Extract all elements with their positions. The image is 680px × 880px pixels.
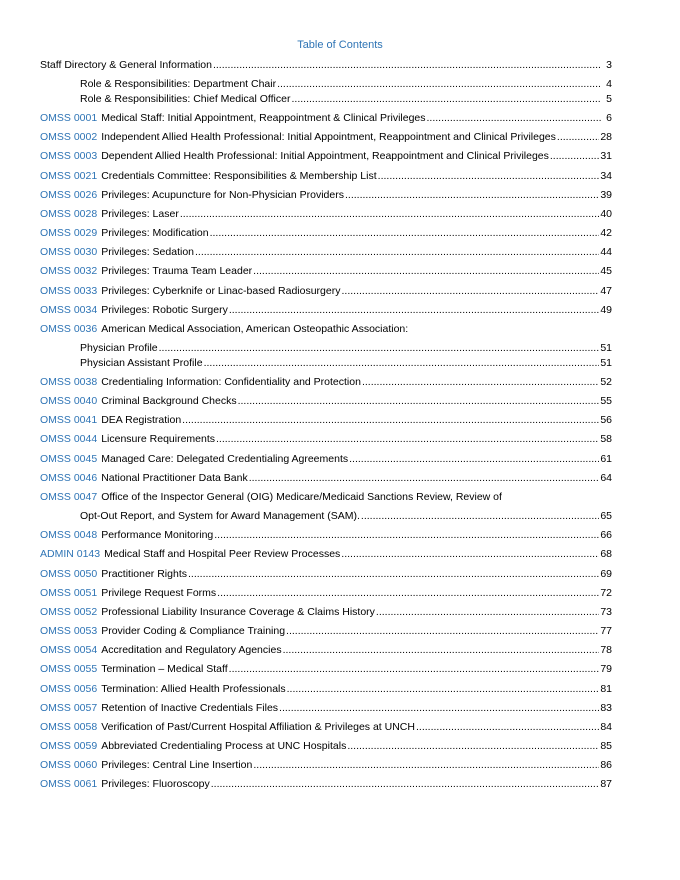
- policy-code[interactable]: OMSS 0056: [40, 683, 98, 695]
- dot-leader: [229, 304, 599, 317]
- policy-code[interactable]: OMSS 0029: [40, 227, 98, 239]
- dot-leader: [253, 265, 599, 278]
- policy-code[interactable]: OMSS 0044: [40, 433, 98, 445]
- policy-code[interactable]: OMSS 0001: [40, 112, 98, 124]
- dot-leader: [287, 683, 600, 696]
- policy-code[interactable]: OMSS 0048: [40, 529, 98, 541]
- page-number: 39: [600, 189, 612, 201]
- dot-leader: [557, 131, 599, 144]
- entry-title: Independent Allied Health Professional: Initial Appointment, Reappointment and Clinical Privileges: [101, 131, 556, 143]
- toc-entry[interactable]: [40, 663, 612, 676]
- policy-code[interactable]: OMSS 0053: [40, 625, 98, 637]
- entry-title: DEA Registration: [101, 414, 182, 426]
- toc-entry[interactable]: [40, 740, 612, 753]
- page-number: 31: [600, 150, 612, 162]
- toc-entry[interactable]: [40, 721, 612, 734]
- toc-entry[interactable]: [40, 644, 612, 657]
- entry-title: Staff Directory & General Information: [40, 59, 212, 71]
- policy-code[interactable]: OMSS 0030: [40, 246, 98, 258]
- toc-entry[interactable]: [40, 304, 612, 317]
- entry-title: Provider Coding & Compliance Training: [101, 625, 286, 637]
- dot-leader: [210, 227, 600, 240]
- page-number: 87: [600, 778, 612, 790]
- dot-leader: [427, 112, 601, 125]
- policy-code[interactable]: OMSS 0038: [40, 376, 98, 388]
- page-number: 86: [600, 759, 612, 771]
- entry-title: Medical Staff: Initial Appointment, Reappointment & Clinical Privileges: [101, 112, 426, 124]
- policy-code[interactable]: ADMIN 0143: [40, 548, 101, 560]
- toc-entry[interactable]: [40, 587, 612, 600]
- page-number: 58: [600, 433, 612, 445]
- entry-title: Privileges: Trauma Team Leader: [101, 265, 253, 277]
- page-number: 73: [600, 606, 612, 618]
- page-number: 49: [600, 304, 612, 316]
- entry-title: Opt-Out Report, and System for Award Management (SAM).: [80, 510, 360, 522]
- policy-code[interactable]: OMSS 0041: [40, 414, 98, 426]
- entry-title: Practitioner Rights: [101, 568, 187, 580]
- toc-entry[interactable]: [40, 414, 612, 427]
- page-number: 5: [606, 93, 612, 105]
- policy-code[interactable]: OMSS 0051: [40, 587, 98, 599]
- page-number: 68: [600, 548, 612, 560]
- dot-leader: [345, 189, 599, 202]
- entry-title: Abbreviated Credentialing Process at UNC Hospitals: [101, 740, 347, 752]
- entry-title: American Medical Association, American Osteopathic Association:: [101, 323, 409, 335]
- policy-code[interactable]: OMSS 0058: [40, 721, 98, 733]
- dot-leader: [188, 568, 599, 581]
- entry-title: Verification of Past/Current Hospital Affiliation & Privileges at UNCH: [101, 721, 415, 733]
- page-number: 61: [600, 453, 612, 465]
- entry-title: Office of the Inspector General (OIG) Medicare/Medicaid Sanctions Review, Review of: [101, 491, 502, 503]
- toc-entry[interactable]: [40, 702, 612, 715]
- entry-title: Credentialing Information: Confidentiality and Protection: [101, 376, 361, 388]
- page-number: 45: [600, 265, 612, 277]
- entry-title: Privileges: Fluoroscopy: [101, 778, 210, 790]
- toc-entry[interactable]: [40, 246, 612, 259]
- page-number: 44: [600, 246, 612, 258]
- entry-title: Privileges: Cyberknife or Linac-based Radiosurgery: [101, 285, 341, 297]
- toc-entry[interactable]: [40, 759, 612, 772]
- toc-entry[interactable]: [40, 285, 612, 298]
- entry-title: Criminal Background Checks: [101, 395, 237, 407]
- entry-title: Termination – Medical Staff: [101, 663, 228, 675]
- dot-leader: [213, 59, 601, 72]
- toc-entry[interactable]: [80, 93, 612, 106]
- entry-title: National Practitioner Data Bank: [101, 472, 248, 484]
- toc-entry[interactable]: [40, 433, 612, 446]
- page-number: 42: [600, 227, 612, 239]
- dot-leader: [204, 357, 600, 370]
- policy-code[interactable]: OMSS 0003: [40, 150, 98, 162]
- page-number: 66: [600, 529, 612, 541]
- dot-leader: [214, 529, 599, 542]
- policy-code[interactable]: OMSS 0060: [40, 759, 98, 771]
- toc-entry[interactable]: [40, 265, 612, 278]
- dot-leader: [362, 376, 599, 389]
- entry-title: Privilege Request Forms: [101, 587, 217, 599]
- policy-code[interactable]: OMSS 0021: [40, 170, 98, 182]
- toc-title: Table of Contents: [297, 39, 383, 51]
- dot-leader: [376, 606, 599, 619]
- entry-title: Licensure Requirements: [101, 433, 216, 445]
- entry-title: Performance Monitoring: [101, 529, 214, 541]
- toc-entry[interactable]: [40, 568, 612, 581]
- policy-code[interactable]: OMSS 0050: [40, 568, 98, 580]
- entry-title: Retention of Inactive Credentials Files: [101, 702, 279, 714]
- page-number: 77: [600, 625, 612, 637]
- page-number: 4: [606, 78, 612, 90]
- page-number: 52: [600, 376, 612, 388]
- toc-entry[interactable]: [40, 395, 612, 408]
- entry-title: Dependent Allied Health Professional: Initial Appointment, Reappointment and Clinical Privileges: [101, 150, 549, 162]
- dot-leader: [378, 170, 600, 183]
- entry-title: Medical Staff and Hospital Peer Review Processes: [104, 548, 341, 560]
- toc-entry[interactable]: [40, 170, 612, 183]
- dot-leader: [291, 93, 601, 106]
- dot-leader: [349, 453, 599, 466]
- page-number: 28: [600, 131, 612, 143]
- dot-leader: [341, 548, 599, 561]
- policy-code[interactable]: OMSS 0002: [40, 131, 98, 143]
- toc-entry[interactable]: [40, 208, 612, 221]
- dot-leader: [182, 414, 599, 427]
- policy-code[interactable]: OMSS 0046: [40, 472, 98, 484]
- page-number: 51: [600, 357, 612, 369]
- policy-code[interactable]: OMSS 0036: [40, 323, 98, 335]
- entry-title: Credentials Committee: Responsibilities & Membership List: [101, 170, 377, 182]
- toc-entry[interactable]: [40, 606, 612, 619]
- policy-code[interactable]: OMSS 0045: [40, 453, 98, 465]
- entry-title: Privileges: Modification: [101, 227, 209, 239]
- dot-leader: [217, 587, 599, 600]
- entry-title: Physician Assistant Profile: [80, 357, 203, 369]
- toc-entry[interactable]: [40, 453, 612, 466]
- page-number: 64: [600, 472, 612, 484]
- entry-title: Role & Responsibilities: Department Chair: [80, 78, 277, 90]
- page-number: 85: [600, 740, 612, 752]
- toc-entry[interactable]: [40, 529, 612, 542]
- dot-leader: [279, 702, 599, 715]
- dot-leader: [159, 342, 600, 355]
- page-number: 6: [606, 112, 612, 124]
- dot-leader: [211, 778, 600, 791]
- toc-entry[interactable]: [40, 778, 612, 791]
- dot-leader: [347, 740, 599, 753]
- toc-entry[interactable]: [40, 548, 612, 561]
- entry-title: Privileges: Sedation: [101, 246, 195, 258]
- policy-code[interactable]: OMSS 0032: [40, 265, 98, 277]
- entry-title: Managed Care: Delegated Credentialing Agreements: [101, 453, 349, 465]
- entry-title: Physician Profile: [80, 342, 158, 354]
- policy-code[interactable]: OMSS 0055: [40, 663, 98, 675]
- entry-title: Termination: Allied Health Professionals: [101, 683, 286, 695]
- dot-leader: [277, 78, 601, 91]
- entry-title: Privileges: Central Line Insertion: [101, 759, 253, 771]
- page-number: 51: [600, 342, 612, 354]
- page-number: 78: [600, 644, 612, 656]
- page-number: 79: [600, 663, 612, 675]
- policy-code[interactable]: OMSS 0028: [40, 208, 98, 220]
- dot-leader: [195, 246, 599, 259]
- page-number: 84: [600, 721, 612, 733]
- dot-leader: [253, 759, 599, 772]
- page-number: 47: [600, 285, 612, 297]
- toc-entry[interactable]: [80, 342, 612, 355]
- entry-title: Professional Liability Insurance Coverage & Claims History: [101, 606, 375, 618]
- page-number: 40: [600, 208, 612, 220]
- policy-code[interactable]: OMSS 0033: [40, 285, 98, 297]
- toc-entry[interactable]: [80, 510, 612, 523]
- dot-leader: [416, 721, 599, 734]
- dot-leader: [229, 663, 600, 676]
- toc-entry[interactable]: [40, 376, 612, 389]
- policy-code[interactable]: OMSS 0054: [40, 644, 98, 656]
- dot-leader: [238, 395, 600, 408]
- toc-entry[interactable]: [80, 357, 612, 370]
- dot-leader: [361, 510, 599, 523]
- entry-title: Privileges: Acupuncture for Non-Physician Providers: [101, 189, 344, 201]
- policy-code[interactable]: OMSS 0059: [40, 740, 98, 752]
- toc-entry[interactable]: [40, 472, 612, 485]
- page-number: 69: [600, 568, 612, 580]
- entry-title: Privileges: Robotic Surgery: [101, 304, 228, 316]
- page-number: 56: [600, 414, 612, 426]
- toc-entry[interactable]: [40, 189, 612, 202]
- entry-title: Accreditation and Regulatory Agencies: [101, 644, 282, 656]
- toc-entry[interactable]: [40, 131, 612, 144]
- dot-leader: [550, 150, 599, 163]
- toc-entry[interactable]: [80, 78, 612, 91]
- toc-entry[interactable]: [40, 150, 612, 163]
- toc-entry[interactable]: [40, 227, 612, 240]
- toc-entry[interactable]: [40, 625, 612, 638]
- toc-entry[interactable]: [40, 112, 612, 125]
- entry-title: Privileges: Laser: [101, 208, 179, 220]
- dot-leader: [216, 433, 599, 446]
- dot-leader: [180, 208, 599, 221]
- page-number: 83: [600, 702, 612, 714]
- policy-code[interactable]: OMSS 0047: [40, 491, 98, 503]
- policy-code[interactable]: OMSS 0057: [40, 702, 98, 714]
- page-number: 34: [600, 170, 612, 182]
- toc-entry[interactable]: [40, 323, 408, 336]
- page-number: 72: [600, 587, 612, 599]
- page-number: 65: [600, 510, 612, 522]
- dot-leader: [249, 472, 600, 485]
- policy-code[interactable]: OMSS 0026: [40, 189, 98, 201]
- toc-entry[interactable]: [40, 491, 502, 504]
- page-number: 3: [606, 59, 612, 71]
- page-number: 55: [600, 395, 612, 407]
- policy-code[interactable]: OMSS 0061: [40, 778, 98, 790]
- dot-leader: [341, 285, 599, 298]
- dot-leader: [283, 644, 600, 657]
- policy-code[interactable]: OMSS 0040: [40, 395, 98, 407]
- dot-leader: [286, 625, 599, 638]
- toc-entry[interactable]: [40, 59, 612, 72]
- policy-code[interactable]: OMSS 0052: [40, 606, 98, 618]
- page-number: 81: [600, 683, 612, 695]
- toc-entry[interactable]: [40, 683, 612, 696]
- entry-title: Role & Responsibilities: Chief Medical Officer: [80, 93, 291, 105]
- policy-code[interactable]: OMSS 0034: [40, 304, 98, 316]
